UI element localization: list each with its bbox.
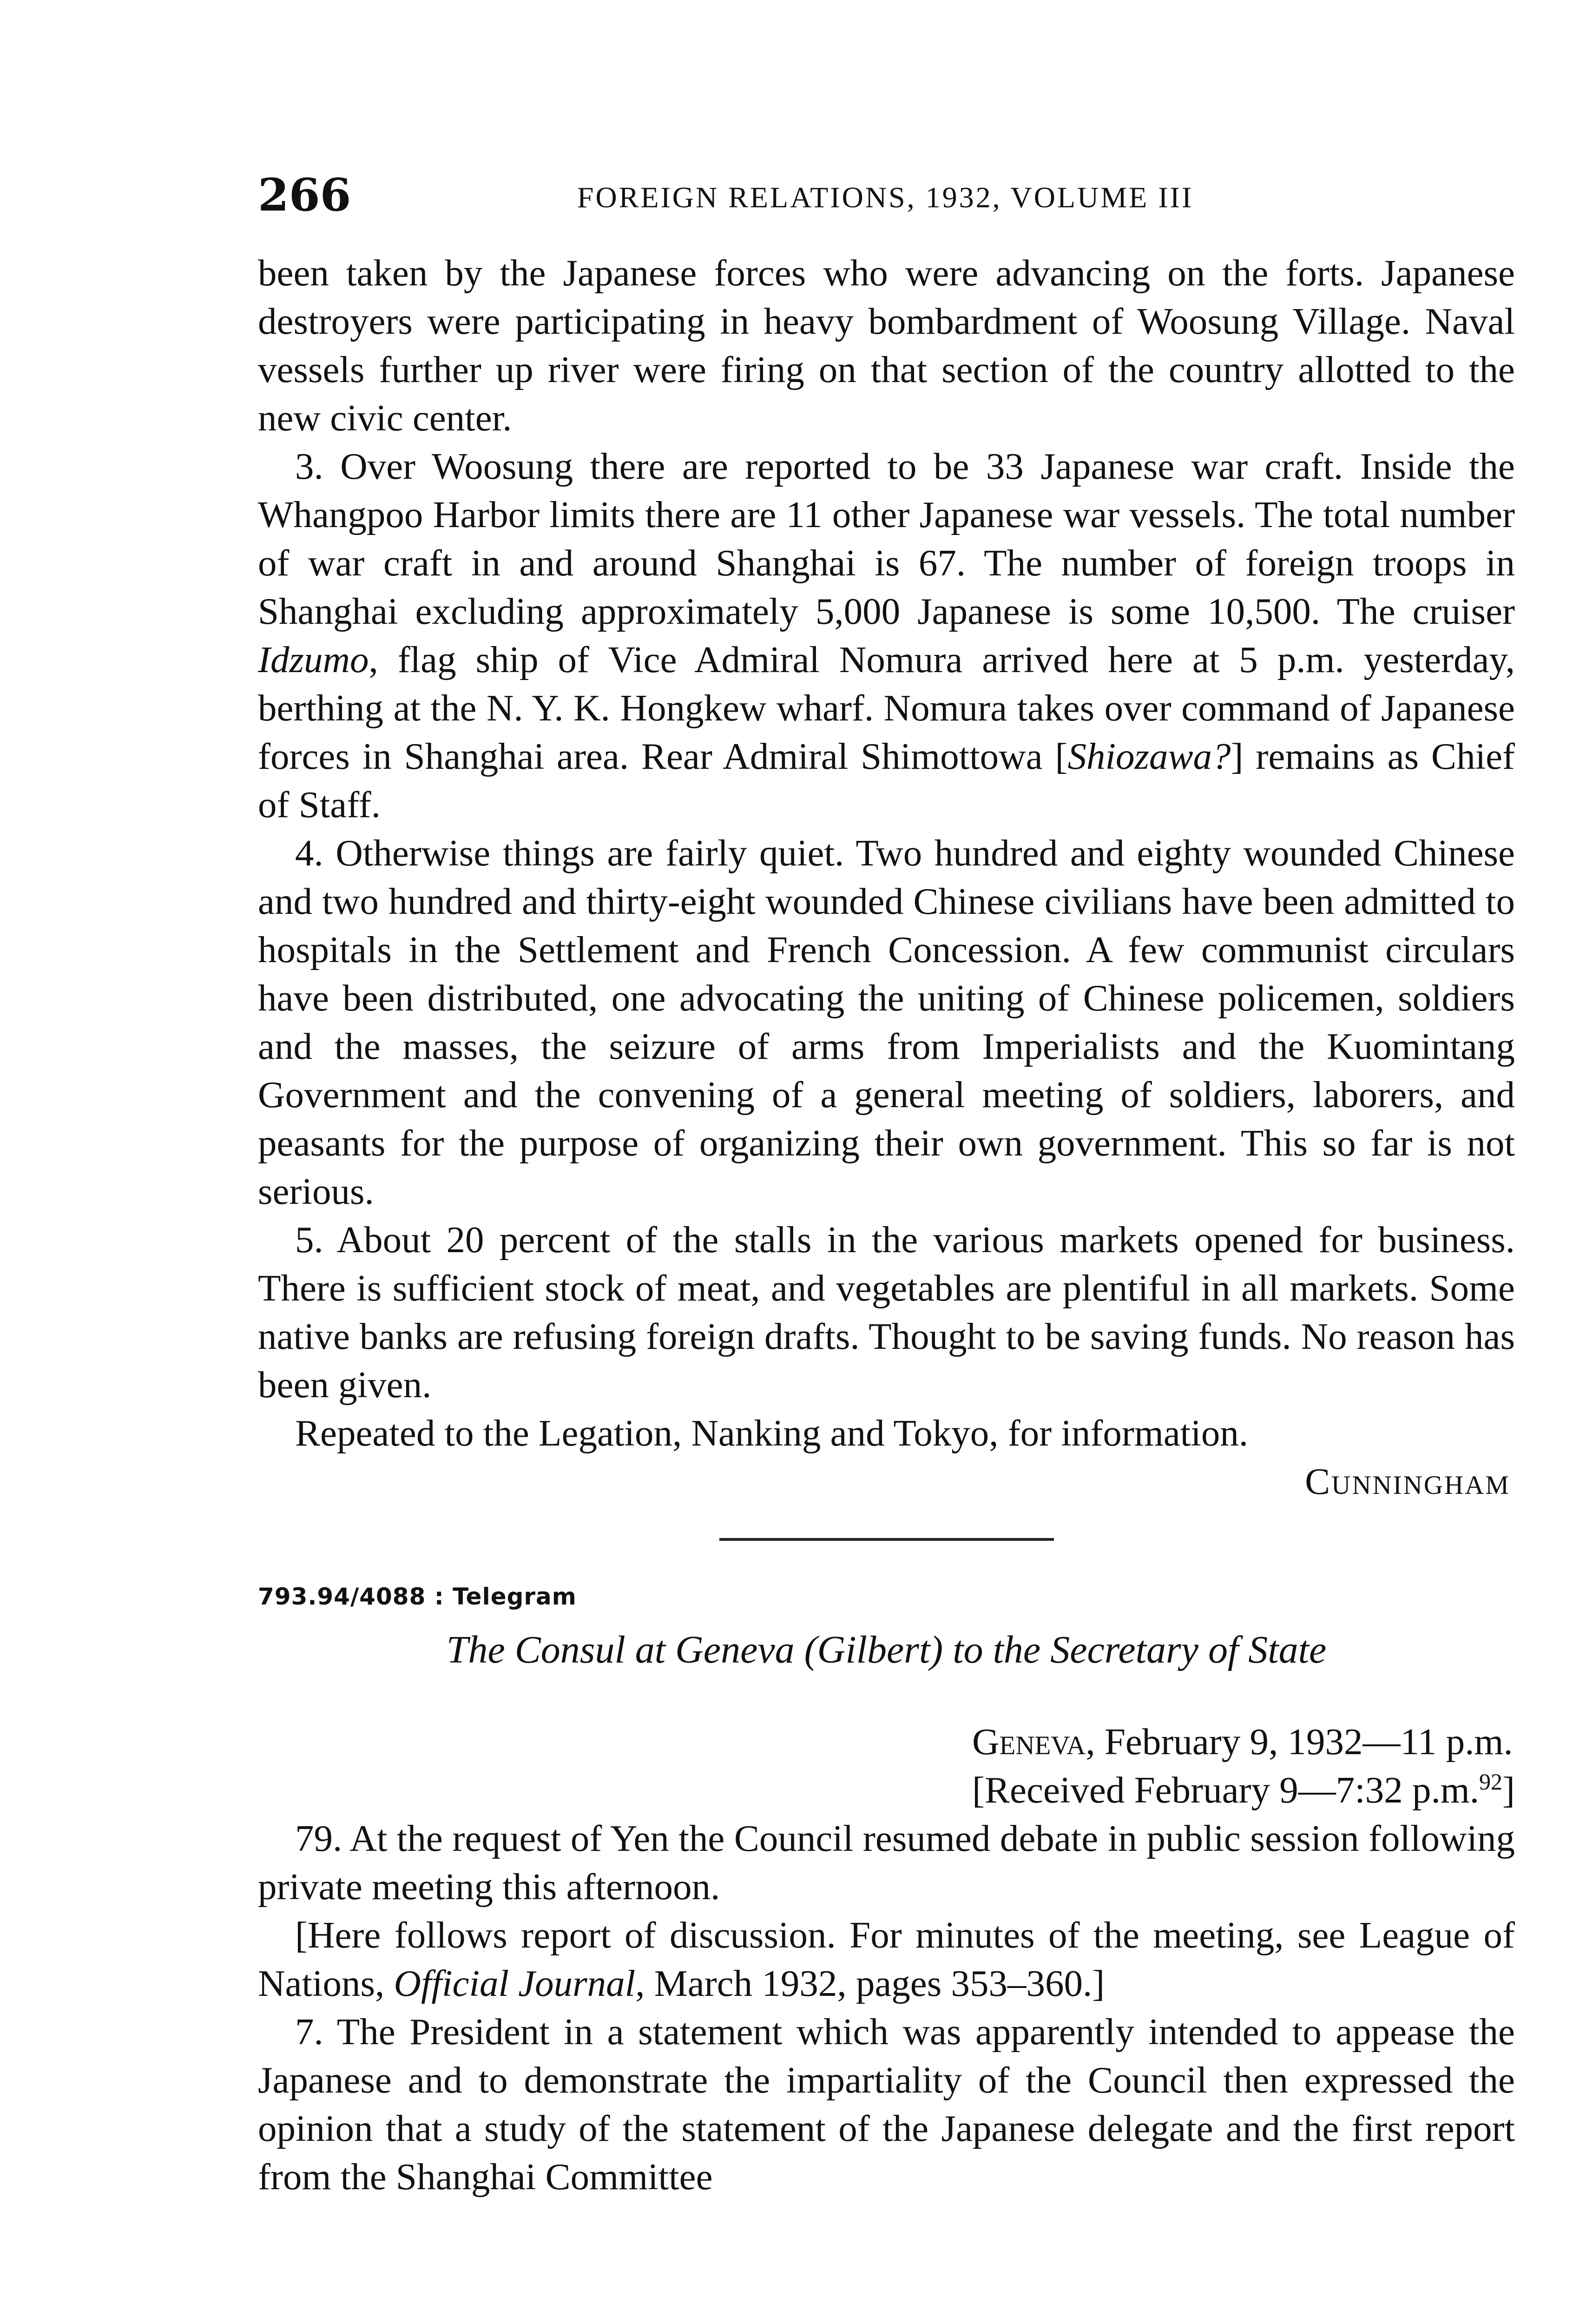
dateline-sent — [972, 1717, 1515, 1766]
dateline-place: Geneva — [972, 1721, 1086, 1763]
received-footnote-mark: 92 — [1479, 1769, 1503, 1795]
paragraph-continued: been taken by the Japanese forces who were advancing on the forts. Japanese destroyers were participating in heavy bombardment of Woosung Village. Naval vessels further up river were firing on that section of the country allotted to the new civic center. — [258, 252, 1515, 439]
paragraph-7: 7. The President in a statement which was apparently intended to appease the Japanese and to demonstrate the impartiality of the Council then expressed the opinion that a study of the statement of the Japanese delegate and the first report from the Shanghai Committee — [258, 2011, 1515, 2198]
paragraph-3-end: ] remains as Chief of Staff. — [258, 735, 1515, 825]
dateline — [258, 1717, 1515, 1814]
editorial-note-end: , March 1932, pages 353–360.] — [635, 1962, 1105, 2004]
section-divider — [719, 1538, 1054, 1541]
paragraph-79: 79. At the request of Yen the Council resumed debate in public session following private meeting this afternoon. — [258, 1817, 1515, 1908]
file-reference: 793.94/4088 : Telegram — [258, 1583, 577, 1610]
running-title: FOREIGN RELATIONS, 1932, VOLUME III — [577, 181, 1194, 214]
paragraph-4: 4. Otherwise things are fairly quiet. Two hundred and eighty wounded Chinese and two hundred and thirty-eight wounded Chinese civilians have been admitted to hospitals in the Settlement and French Concession. A few communist circulars have been distributed, one advocating the uniting of Chinese policemen, soldiers and the masses, the seizure of arms from Imperialists and the Kuomintang Government and the convening of a general meeting of soldiers, laborers, and peasants for the purpose of organizing their own government. This so far is not serious. — [258, 832, 1515, 1212]
signature: Cunningham — [1305, 1460, 1510, 1502]
journal-title: Official Journal — [394, 1962, 636, 2004]
received-text: [Received February 9—7:32 p.m. — [972, 1769, 1480, 1811]
document-title: The Consul at Geneva (Gilbert) to the Secretary of State — [446, 1628, 1327, 1671]
page-body — [258, 249, 1515, 2201]
ship-name: Idzumo — [258, 639, 369, 680]
paragraph-3-middle: , flag ship of Vice Admiral Nomura arrived here at 5 p.m. yesterday, berthing at the N. Y. K. Hongkew wharf. Nomura takes over command of Japanese forces in Shanghai area. Rear Admiral Shimottowa [ — [258, 639, 1515, 777]
page-number: 266 — [258, 169, 351, 221]
dateline-received — [972, 1766, 1515, 1814]
editorial-note-text: [Here follows report of discussion. For minutes of the meeting, see League of Nations, — [258, 1914, 1515, 2004]
received-end: ] — [1502, 1769, 1515, 1811]
page-header — [258, 167, 1513, 223]
dateline-date: , February 9, 1932—11 p.m. — [1086, 1721, 1513, 1763]
paragraph-repeated: Repeated to the Legation, Nanking and Tokyo, for information. — [295, 1412, 1249, 1454]
paragraph-3 — [258, 442, 1515, 829]
paragraph-editorial-note — [258, 1911, 1515, 2007]
bracket-name: Shiozawa? — [1067, 735, 1231, 777]
paragraph-5: 5. About 20 percent of the stalls in the various markets opened for business. There is sufficient stock of meat, and vegetables are plentiful in all markets. Some native banks are refusing foreign drafts. Thought to be saving funds. No reason has been given. — [258, 1219, 1515, 1406]
paragraph-3-text: 3. Over Woosung there are reported to be 33 Japanese war craft. Inside the Whangpoo Harbor limits there are 11 other Japanese war vessels. The total number of war craft in and around Shanghai is 67. The number of foreign troops in Shanghai excluding approximately 5,000 Japanese is some 10,500. The cruiser — [258, 445, 1515, 632]
dateline-block — [972, 1717, 1515, 1814]
